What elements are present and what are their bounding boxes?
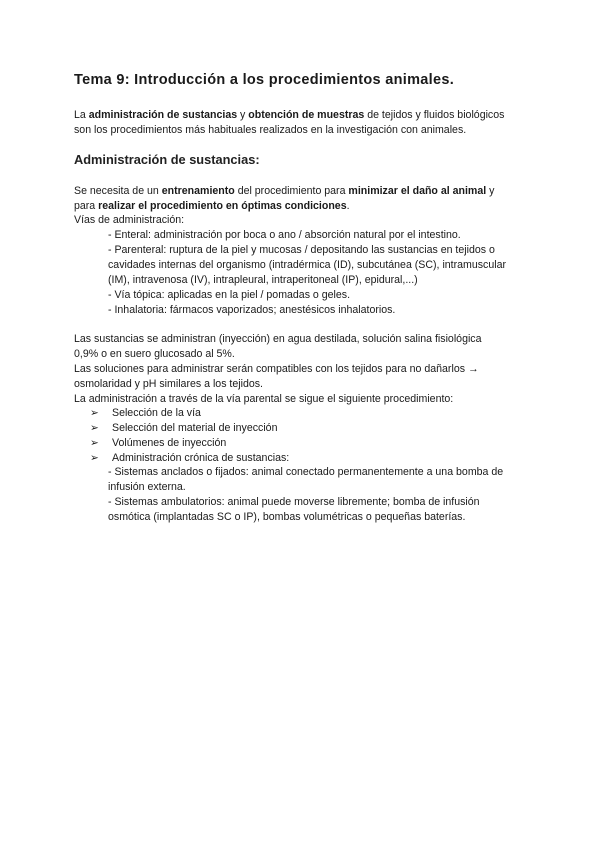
intro-line-1 <box>74 108 504 124</box>
procedure-item-label: Selección del material de inyección <box>112 422 278 434</box>
procedure-item <box>90 406 201 422</box>
training-line-1 <box>74 184 494 200</box>
training-bold-entrenamiento: entrenamiento <box>161 185 235 197</box>
route-line: (IM), intravenosa (IV), intrapleural, intraperitoneal (IP), epidural,...) <box>108 274 418 286</box>
route-line: - Vía tópica: aplicadas en la piel / pomadas o geles. <box>108 289 351 301</box>
substances-line-2: 0,9% o en suero glucosado al 5%. <box>74 348 235 360</box>
training-text: . <box>346 200 350 212</box>
intro-bold-administracion: administración de sustancias <box>88 109 238 121</box>
procedure-item <box>90 436 226 452</box>
route-line: cavidades internas del organismo (intradérmica (ID), subcutánea (SC), intramuscular <box>108 259 507 271</box>
procedure-sub-line: osmótica (implantadas SC o IP), bombas volumétricas o pequeñas baterías. <box>108 511 466 523</box>
substances-line-1: Las sustancias se administran (inyección) en agua destilada, solución salina fisiológica <box>74 333 482 345</box>
page-title: Tema 9: Introducción a los procedimientos animales. <box>74 72 455 88</box>
intro-text: y <box>237 109 249 121</box>
procedure-item-label: Volúmenes de inyección <box>112 437 227 449</box>
section-heading: Administración de sustancias: <box>74 152 260 167</box>
procedure-sub-line: - Sistemas ambulatorios: animal puede moverse libremente; bomba de infusión <box>108 496 480 508</box>
training-text: y <box>486 185 495 197</box>
training-text: para <box>74 200 99 212</box>
procedure-item-label: Selección de la vía <box>112 407 201 419</box>
intro-text: de tejidos y fluidos biológicos <box>364 109 505 121</box>
route-line: - Inhalatoria: fármacos vaporizados; anestésicos inhalatorios. <box>108 304 396 316</box>
arrow-bullet-icon: ➢ <box>90 452 99 464</box>
training-text: del procedimiento para <box>234 185 349 197</box>
intro-bold-obtencion: obtención de muestras <box>248 109 365 121</box>
intro-text: La <box>74 109 89 121</box>
procedure-item <box>90 421 277 437</box>
arrow-bullet-icon: ➢ <box>90 422 99 434</box>
substances-line-4: osmolaridad y pH similares a los tejidos. <box>74 378 263 390</box>
route-line: - Parenteral: ruptura de la piel y mucosas / depositando las sustancias en tejidos o <box>108 244 495 256</box>
training-bold-minimizar: minimizar el daño al animal <box>348 185 487 197</box>
procedure-item-label: Administración crónica de sustancias: <box>112 452 290 464</box>
routes-heading: Vías de administración: <box>74 214 185 226</box>
training-bold-realizar: realizar el procedimiento en óptimas condiciones <box>98 200 347 212</box>
route-line: - Enteral: administración por boca o ano / absorción natural por el intestino. <box>108 229 461 241</box>
procedure-sub-line: - Sistemas anclados o fijados: animal conectado permanentemente a una bomba de <box>108 466 504 478</box>
arrow-bullet-icon: ➢ <box>90 407 99 419</box>
substances-line-3: Las soluciones para administrar serán compatibles con los tejidos para no dañarlos → <box>74 363 479 375</box>
training-text: Se necesita de un <box>74 185 162 197</box>
arrow-bullet-icon: ➢ <box>90 437 99 449</box>
substances-line-5: La administración a través de la vía parental se sigue el siguiente procedimiento: <box>74 393 454 405</box>
intro-line-2: son los procedimientos más habituales realizados en la investigación con animales. <box>74 124 467 136</box>
procedure-sub-line: infusión externa. <box>108 481 186 493</box>
